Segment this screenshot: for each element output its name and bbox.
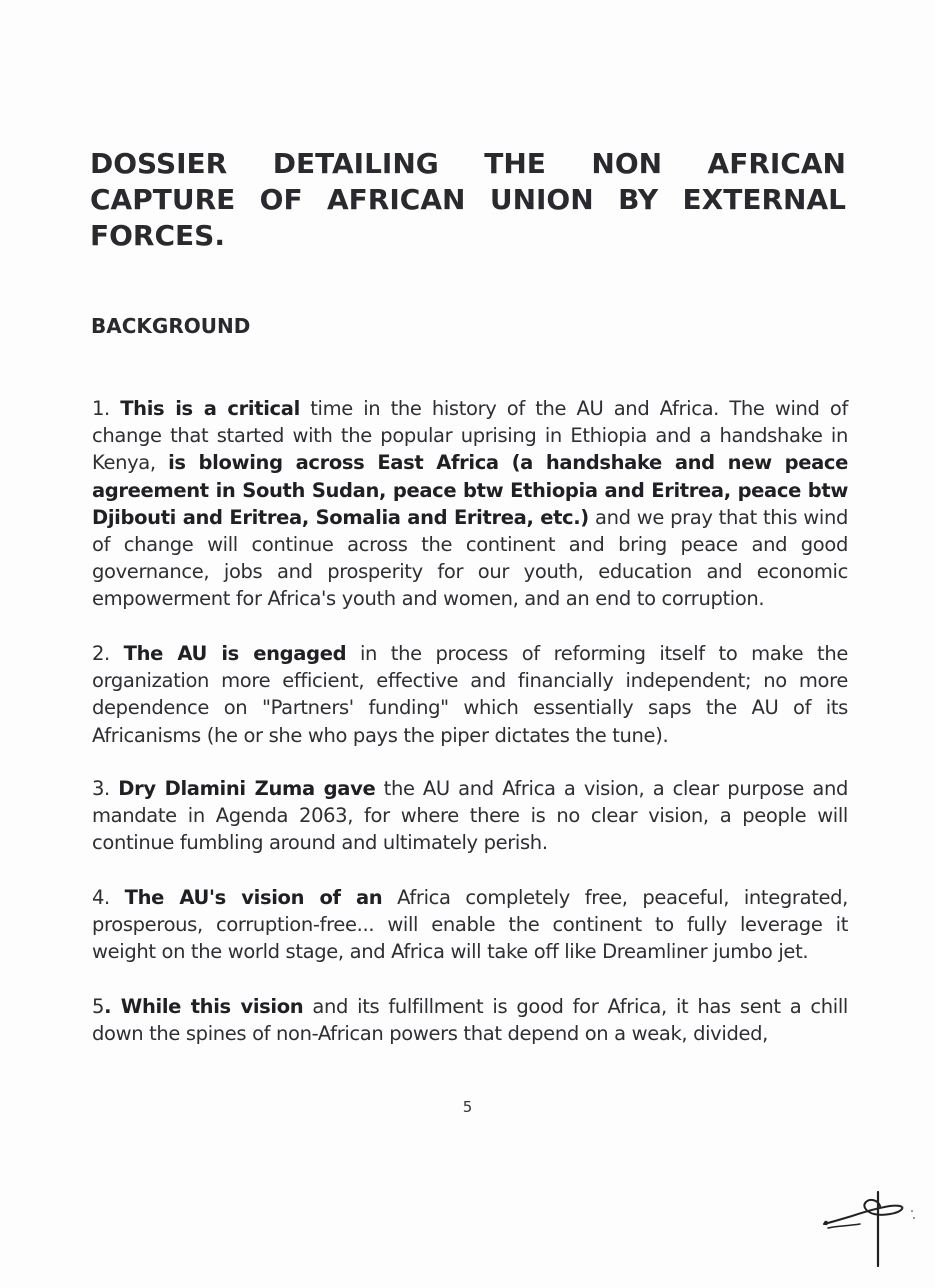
paragraph-4: [92, 884, 848, 966]
paragraph-text: Africa completely free, peaceful, integrated, prosperous, corruption-free... will enable the continent to fully leverage it weight on the world stage, and Africa will take off like Dreamliner jumbo jet.: [92, 886, 848, 964]
paragraph-bold-lead: The AU's vision of an: [124, 886, 383, 909]
paragraph-number: 5: [92, 995, 105, 1018]
page-number: 5: [462, 1098, 473, 1116]
paragraph-number: 3.: [92, 777, 110, 800]
paragraph-text: time in the history of the AU and Africa. The wind of change that started with the popular uprising in Ethiopia and a handshake in Kenya,: [92, 397, 848, 475]
paragraph-bold-lead: This is a critical: [120, 397, 300, 420]
paragraph-number: 4.: [92, 886, 110, 909]
paragraph-3: [92, 775, 848, 857]
paragraph-5: [92, 993, 848, 1047]
title-line: FORCES.: [90, 219, 225, 252]
section-heading: BACKGROUND: [91, 314, 251, 338]
paragraph-number: 1.: [92, 397, 110, 420]
paragraph-bold-lead: Dry Dlamini Zuma gave: [118, 777, 376, 800]
paragraph-1: [92, 395, 848, 613]
paragraph-text: and its fulfillment is good for Africa, it has sent a chill down the spines of non-African powers that depend on a weak, divided,: [92, 995, 848, 1046]
handwritten-initial-signature: [818, 1186, 918, 1271]
title-line: DOSSIER DETAILING THE NON AFRICAN: [90, 147, 846, 180]
paragraph-text: and we pray that this wind of change will continue across the continent and bring peace and good governance, jobs and prosperity for our youth, education and economic empowerment for Africa's youth and women, and an end to corruption.: [92, 505, 848, 611]
document-title: [90, 146, 846, 254]
paragraph-bold-mid: is blowing across East Africa (a handshake and new peace agreement in South Sudan, peace btw Ethiopia and Eritrea, peace btw Djibouti and Eritrea, Somalia and Eritrea, etc.): [92, 451, 849, 529]
paragraph-text: in the process of reforming itself to make the organization more efficient, effective and financially independent; no more dependence on "Partners' funding" which essentially saps the AU of its Africanisms (he or she who pays the piper dictates the tune).: [92, 642, 849, 747]
paragraph-bold-lead: The AU is engaged: [123, 642, 347, 665]
title-line: CAPTURE OF AFRICAN UNION BY EXTERNAL: [90, 183, 846, 216]
paragraph-text: the AU and Africa a vision, a clear purpose and mandate in Agenda 2063, for where there is no clear vision, a people will continue fumbling around and ultimately perish.: [92, 777, 849, 855]
paragraph-bold-lead: . While this vision: [104, 995, 304, 1018]
paragraph-2: [92, 640, 848, 749]
paragraph-number: 2.: [92, 642, 110, 665]
